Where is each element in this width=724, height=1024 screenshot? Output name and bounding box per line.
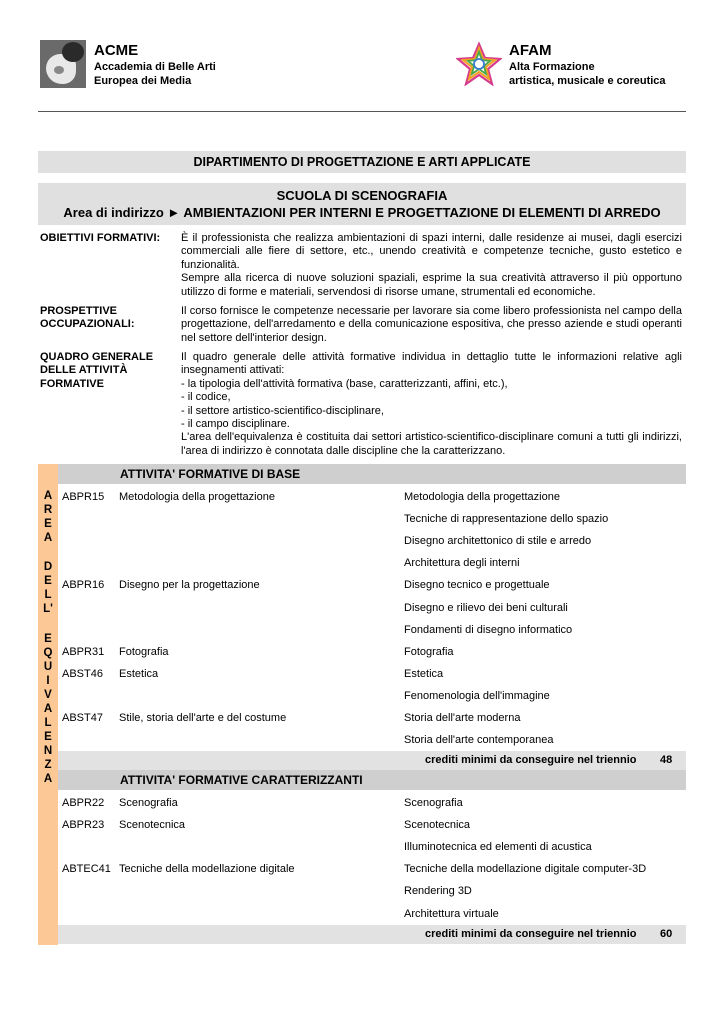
disciplinary-field: Scenotecnica [119, 819, 186, 832]
acme-name: ACME [94, 42, 139, 59]
disciplinary-field: Estetica [119, 667, 159, 680]
section-text: È il professionista che realizza ambientazioni di spazi interni, dalle residenze ai musei, dagli esercizi commerciali alle fiere di settore, etc., unendo creatività e competenze tecniche, gusto estetico e funzionalità. Sempre alla ricerca di nuove soluzioni spaziali, esprime la sua creatività attraverso il più opportuno utilizzo di forme e materiali, servendosi di risorse umane, strumentali ed economiche. [181, 232, 682, 298]
afam-subtitle: Alta Formazione artistica, musicale e coreutica [509, 61, 666, 87]
section-label: QUADRO GENERALE DELLE ATTIVITÀ FORMATIVE [40, 351, 154, 390]
side-letter: Q [43, 647, 53, 659]
course-code: ABPR31 [62, 645, 105, 658]
course-name: Disegno e rilievo dei beni culturali [404, 601, 568, 614]
side-letter: E [44, 575, 52, 587]
table-row [58, 858, 686, 880]
side-letter: E [44, 731, 52, 743]
table-row [58, 836, 686, 858]
table-row [58, 792, 686, 814]
afam-logo-icon [456, 40, 502, 86]
course-code: ABPR16 [62, 579, 105, 592]
activities-table [38, 464, 686, 945]
credits-row [58, 925, 686, 944]
side-letter: L [44, 717, 52, 729]
table-row [58, 707, 686, 729]
acme-logo-image [40, 40, 86, 88]
course-code: ABTEC41 [62, 863, 111, 876]
header-divider [38, 111, 686, 112]
course-code: ABPR23 [62, 819, 105, 832]
course-name: Fenomenologia dell'immagine [404, 689, 550, 702]
side-letter: L [44, 589, 52, 601]
side-letter: R [43, 504, 53, 516]
course-name: Estetica [404, 667, 444, 680]
course-code: ABST46 [62, 667, 103, 680]
activity-heading: ATTIVITA' FORMATIVE DI BASE [58, 464, 686, 484]
credits-label: crediti minimi da conseguire nel triennio [425, 928, 637, 940]
side-letter: A [43, 703, 53, 715]
course-name: Disegno architettonico di stile e arredo [404, 535, 592, 548]
course-name: Scenografia [404, 797, 463, 809]
credits-value: 60 [660, 928, 673, 940]
acme-subtitle: Accademia di Belle Arti Europea dei Media [94, 61, 216, 87]
course-name: Tecniche di rappresentazione dello spazio [404, 513, 609, 526]
side-letter: U [43, 661, 53, 673]
disciplinary-field: Tecniche della modellazione digitale [119, 863, 295, 876]
table-row [58, 729, 686, 751]
side-letter: A [43, 532, 53, 544]
side-letter: A [43, 773, 53, 785]
table-row [58, 619, 686, 641]
table-row [58, 530, 686, 552]
side-letter: V [44, 689, 52, 701]
afam-name: AFAM [509, 42, 552, 59]
school-title-band [38, 183, 686, 225]
side-letter: L' [43, 603, 53, 615]
side-letter: N [43, 745, 53, 757]
disciplinary-field: Disegno per la progettazione [119, 579, 260, 592]
credits-value: 48 [660, 754, 673, 766]
course-code: ABPR15 [62, 491, 105, 503]
table-row [58, 508, 686, 530]
table-row [58, 574, 686, 596]
section-text: Il quadro generale delle attività formative individua in dettaglio tutte le informazioni relative agli insegnamenti attivati: - la tipologia dell'attività formativa (base, caratterizzanti, affini, etc.), - il codice, - il settore artistico-scientifico-disciplinare, - il campo disciplinare. L'area dell'equivalenza è costituita dai settori artistico-scientifico-disciplinare comuni a tutti gli indirizzi, l'area di indirizzo è connotata dalle discipline che la caratterizzano. [181, 351, 682, 457]
table-row [58, 486, 686, 508]
table-row [58, 685, 686, 707]
disciplinary-field: Metodologia della progettazione [119, 491, 275, 503]
disciplinary-field: Scenografia [119, 797, 178, 809]
section-label: PROSPETTIVE OCCUPAZIONALI: [40, 305, 135, 331]
side-letter: A [43, 490, 53, 502]
table-row [58, 597, 686, 619]
course-name: Storia dell'arte contemporanea [404, 734, 554, 747]
course-name: Architettura degli interni [404, 557, 520, 570]
school-title: SCUOLA DI SCENOGRAFIA [276, 188, 448, 203]
side-letter: E [44, 633, 52, 645]
table-row [58, 663, 686, 685]
table-row [58, 880, 686, 902]
side-letter: D [43, 561, 53, 573]
course-name: Metodologia della progettazione [404, 491, 560, 503]
side-letter: I [46, 675, 50, 687]
table-row [58, 641, 686, 663]
course-name: Fotografia [404, 645, 454, 658]
section-text: Il corso fornisce le competenze necessarie per lavorare sia come libero professionista nel campo della progettazione, dell'arredamento e della comunicazione espositiva, che presso aziende e studi operanti nel settore dell'interior design. [181, 305, 682, 344]
credits-row [58, 751, 686, 770]
course-name: Disegno tecnico e progettuale [404, 579, 550, 592]
side-letter: Z [44, 759, 52, 771]
table-row [58, 903, 686, 925]
course-name: Tecniche della modellazione digitale computer-3D [404, 863, 647, 876]
activity-heading: ATTIVITA' FORMATIVE CARATTERIZZANTI [58, 770, 686, 790]
course-name: Fondamenti di disegno informatico [404, 623, 573, 636]
course-code: ABPR22 [62, 797, 105, 809]
disciplinary-field: Fotografia [119, 645, 169, 658]
area-title: Area di indirizzo ► AMBIENTAZIONI PER INTERNI E PROGETTAZIONE DI ELEMENTI DI ARREDO [63, 205, 661, 220]
table-row [58, 814, 686, 836]
section-label: OBIETTIVI FORMATIVI: [40, 232, 161, 244]
area-equivalenza-band [38, 464, 58, 945]
course-code: ABST47 [62, 712, 103, 724]
disciplinary-field: Stile, storia dell'arte e del costume [119, 712, 287, 724]
course-name: Scenotecnica [404, 819, 471, 832]
course-name: Storia dell'arte moderna [404, 712, 521, 724]
course-name: Illuminotecnica ed elementi di acustica [404, 841, 592, 854]
table-row [58, 552, 686, 574]
side-letter: E [44, 518, 52, 530]
department-title: DIPARTIMENTO DI PROGETTAZIONE E ARTI APPLICATE [38, 151, 686, 173]
document-header [38, 38, 686, 94]
credits-label: crediti minimi da conseguire nel triennio [425, 754, 637, 766]
course-name: Architettura virtuale [404, 907, 499, 920]
course-name: Rendering 3D [404, 885, 472, 898]
